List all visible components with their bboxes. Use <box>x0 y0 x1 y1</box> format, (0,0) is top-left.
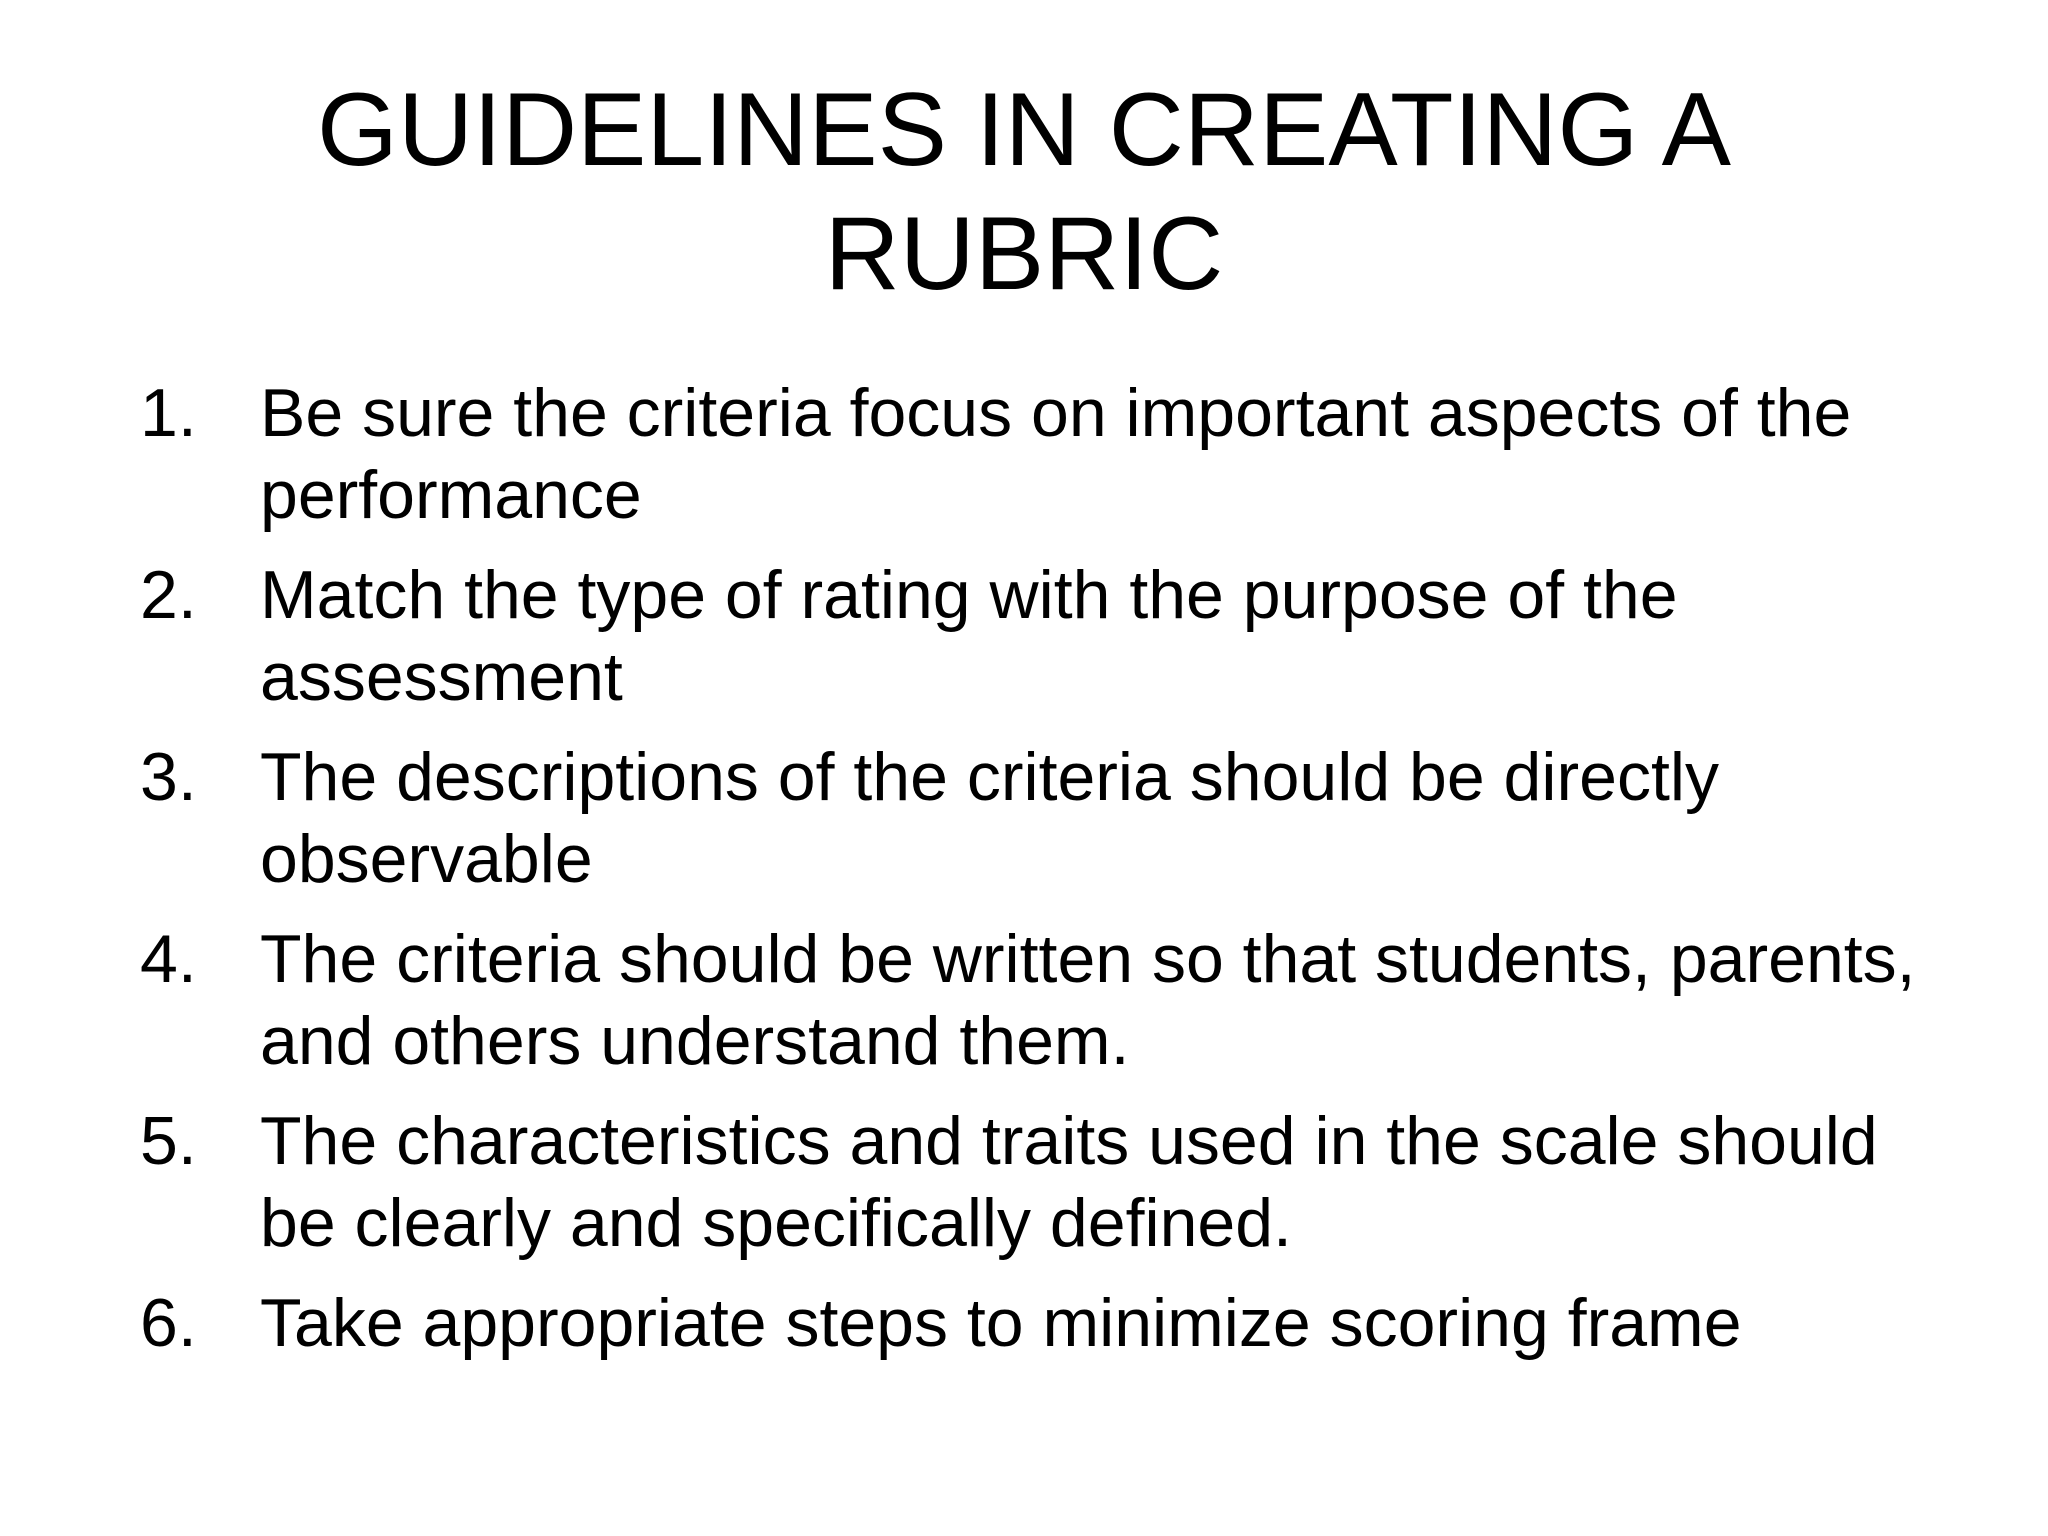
list-item-text: Take appropriate steps to minimize scoring frame <box>260 1285 1742 1361</box>
list-item-number: 6. <box>140 1285 197 1361</box>
list-item-number: 2. <box>140 557 197 633</box>
list-item <box>140 918 1960 1082</box>
list-item-text: Match the type of rating with the purpose of the assessment <box>260 557 1678 715</box>
list-item-text: Be sure the criteria focus on important aspects of the performance <box>260 375 1852 533</box>
guidelines-list <box>140 372 1960 1382</box>
slide-title: GUIDELINES IN CREATING A RUBRIC <box>317 72 1731 312</box>
list-item-number: 3. <box>140 739 197 815</box>
list-item <box>140 554 1960 718</box>
list-item <box>140 1282 1960 1364</box>
list-item-number: 1. <box>140 375 197 451</box>
list-item <box>140 1100 1960 1264</box>
list-item <box>140 372 1960 536</box>
list-item-number: 4. <box>140 921 197 997</box>
list-item-text: The criteria should be written so that students, parents, and others understand them. <box>260 921 1916 1079</box>
list-item-text: The characteristics and traits used in the scale should be clearly and specifically defined. <box>260 1103 1878 1261</box>
list-item-number: 5. <box>140 1103 197 1179</box>
list-item-text: The descriptions of the criteria should be directly observable <box>260 739 1719 897</box>
list-item <box>140 736 1960 900</box>
